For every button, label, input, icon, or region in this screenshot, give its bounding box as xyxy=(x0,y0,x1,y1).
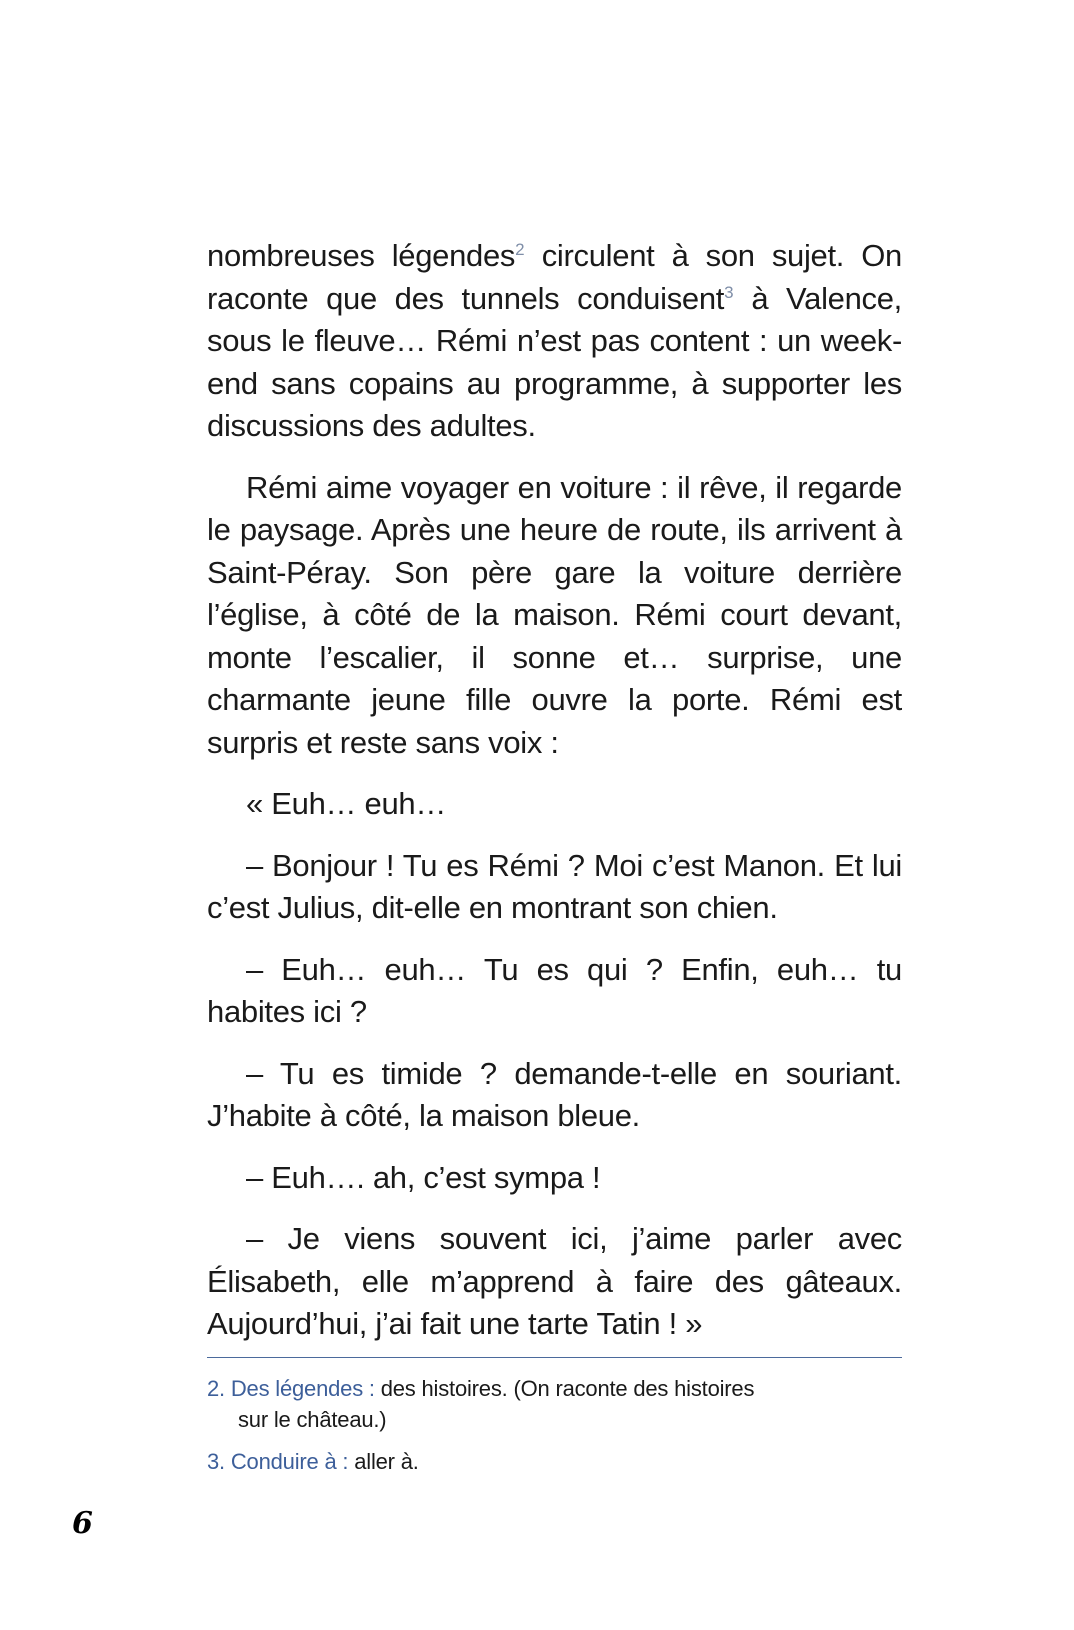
dialogue-line-1: « Euh… euh… xyxy=(246,786,447,821)
paragraph-1-part-1: nombreuses légendes xyxy=(207,238,516,273)
dialogue-line-3: – Euh… euh… Tu es qui ? Enfin, euh… tu habites ici ? xyxy=(207,951,902,1029)
footnote-2-continuation: sur le château.) xyxy=(238,1407,387,1432)
paragraph-1-part-3: à Valence, sous le fleuve… Rémi n’est pas content : un week-end sans copains au programme, à supporter les discussions des adultes. xyxy=(207,280,903,443)
footnote-2 xyxy=(207,1373,902,1435)
paragraph-1 xyxy=(207,235,902,448)
body-text xyxy=(207,235,902,1365)
footnote-ref-2[interactable]: 2 xyxy=(515,240,525,259)
footnotes xyxy=(207,1373,902,1488)
dialogue-line-2: – Bonjour ! Tu es Rémi ? Moi c’est Manon. Et lui c’est Julius, dit-elle en montrant son chien. xyxy=(207,847,902,925)
dialogue-line-5: – Euh…. ah, c’est sympa ! xyxy=(246,1159,601,1195)
footnote-2-term: 2. Des légendes : xyxy=(207,1376,375,1401)
footnote-3-definition: aller à. xyxy=(348,1449,419,1474)
footnote-ref-3[interactable]: 3 xyxy=(724,282,734,302)
footnote-divider xyxy=(207,1357,902,1358)
footnote-3-term: 3. Conduire à : xyxy=(207,1449,349,1474)
paragraph-2: Rémi aime voyager en voiture : il rêve, il regarde le paysage. Après une heure de route, ils arrivent à Saint-Péray. Son père gare la voiture derrière l’église, à côté de la maison. Rémi court devant, monte l’escalier, il sonne et… surprise, une charmante jeune fille ouvre la porte. Rémi est surpris et reste sans voix : xyxy=(207,469,902,760)
dialogue-line-6: – Je viens souvent ici, j’aime parler avec Élisabeth, elle m’apprend à faire des gâteaux. Aujourd’hui, j’ai fait une tarte Tatin ! » xyxy=(207,1221,902,1341)
paragraph-1-part-2: circulent à son sujet. On raconte que des tunnels conduisent xyxy=(207,238,902,316)
dialogue-line-4: – Tu es timide ? demande-t-elle en souriant. J’habite à côté, la maison bleue. xyxy=(207,1055,902,1133)
footnote-2-definition: des histoires. (On raconte des histoires xyxy=(374,1376,755,1401)
footnote-3 xyxy=(207,1446,902,1477)
page-number: 6 xyxy=(72,1506,93,1541)
footnote-2-line-1 xyxy=(207,1373,902,1404)
